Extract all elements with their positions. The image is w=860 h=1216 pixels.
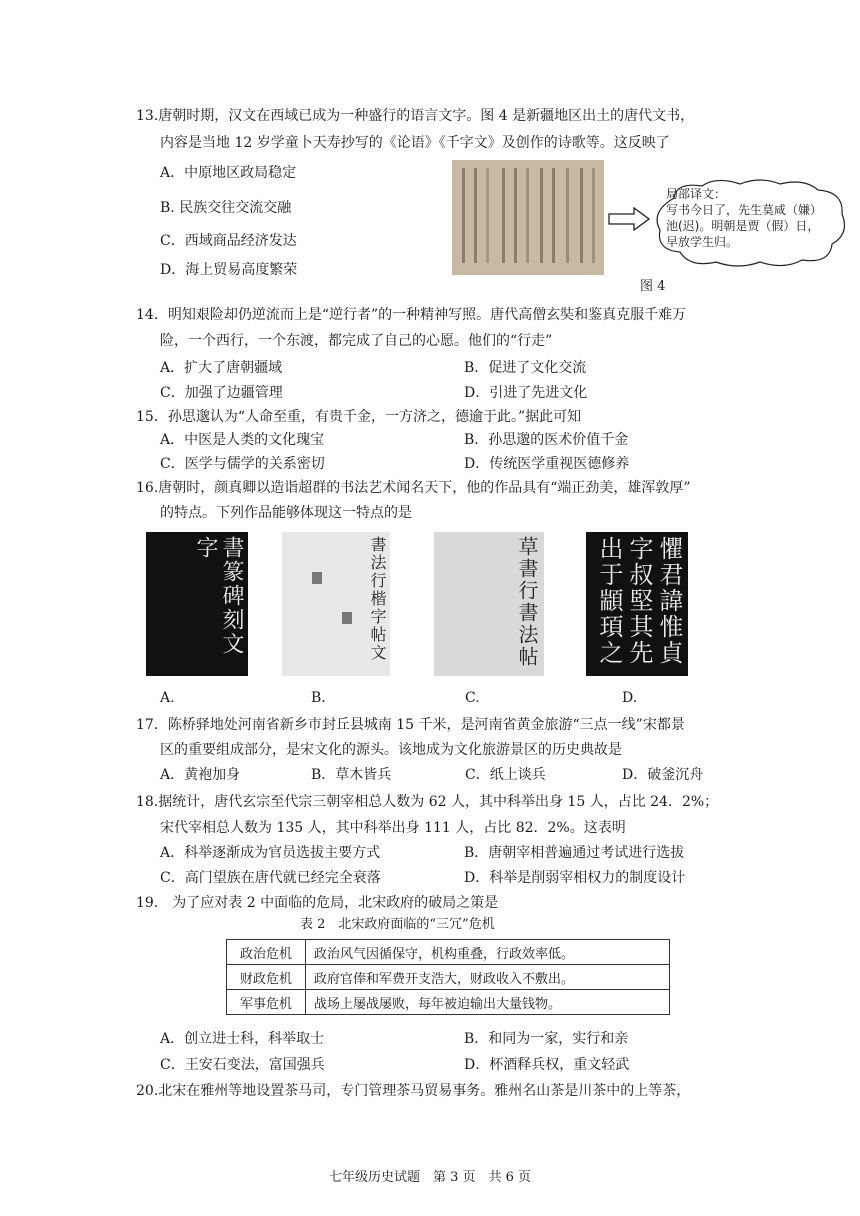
table-row (227, 990, 670, 1015)
calligraphy-image-a: 書篆碑刻文字 (146, 532, 248, 676)
q13-option-b: B. 民族交往交流交融 (160, 200, 292, 216)
table-row (227, 965, 670, 990)
q13-option-d: D．海上贸易高度繁荣 (160, 262, 298, 278)
table-row-body: 战场上屡战屡败，每年被迫输出大量钱物。 (306, 990, 670, 1015)
q16-stem-line2: 的特点。下列作品能够体现这一特点的是 (160, 505, 412, 521)
q15-option-b: B．孙思邈的医术价值千金 (464, 432, 629, 448)
q15-option-d: D．传统医学重视医德修养 (464, 456, 630, 472)
calligraphy-image-d: 懼君諱惟貞字叔堅其先出于顓頊之 (586, 532, 688, 676)
q13-stem-line1: 13.唐朝时期，汉文在西域已成为一种盛行的语言文字。图 4 是新疆地区出土的唐代文书， (136, 108, 695, 124)
q18-stem-line2: 宋代宰相总人数为 135 人，其中科举出身 111 人，占比 82．2%。这表明 (160, 820, 626, 836)
table-row (227, 940, 670, 965)
q17-stem-line2: 区的重要组成部分，是宋文化的源头。该地成为文化旅游景区的历史典故是 (160, 742, 622, 758)
page-footer: 七年级历史试题 第 3 页 共 6 页 (328, 1170, 532, 1185)
q19-option-d: D．杯酒释兵权，重文轻武 (464, 1057, 630, 1073)
q17-option-b: B．草木皆兵 (311, 767, 392, 783)
q16-option-c: C. (465, 690, 480, 706)
q16-option-b: B. (311, 690, 326, 706)
q18-option-b: B．唐朝宰相普遍通过考试进行选拔 (464, 845, 685, 861)
calligraphy-image-b: 書法行楷字帖文 (282, 532, 390, 676)
q13-option-c: C．西域商品经济发达 (160, 233, 297, 249)
q19-option-c: C．王安石变法，富国强兵 (160, 1057, 325, 1073)
table-row-head: 政治危机 (227, 940, 306, 965)
q20-stem: 20.北宋在雅州等地设置茶马司，专门管理茶马贸易事务。雅州名山茶是川茶中的上等茶， (136, 1083, 691, 1099)
q14-option-d: D．引进了先进文化 (464, 385, 588, 401)
q15-stem: 15．孙思邈认为“人命至重，有贵千金，一方济之，德逾于此。”据此可知 (136, 409, 582, 425)
q14-option-c: C．加强了边疆管理 (160, 385, 283, 401)
table-row-head: 军事危机 (227, 990, 306, 1015)
q14-stem-line1: 14．明知艰险却仍逆流而上是“逆行者”的一种精神写照。唐代高僧玄奘和鉴真克服千难万 (136, 307, 687, 323)
q14-stem-line2: 险，一个西行，一个东渡，都完成了自己的心愿。他们的“行走” (160, 333, 553, 349)
tang-manuscript-image (452, 160, 604, 275)
q19-option-b: B．和同为一家，实行和亲 (464, 1031, 629, 1047)
crisis-table (226, 939, 670, 1015)
q18-stem-line1: 18.据统计，唐代玄宗至代宗三朝宰相总人数为 62 人，其中科举出身 15 人，占比 24．2%； (136, 794, 719, 810)
q19-option-a: A．创立进士科，科举取士 (160, 1031, 325, 1047)
calligraphy-image-c: 草書行書法帖 (434, 532, 544, 676)
q17-option-a: A．黄袍加身 (160, 767, 241, 783)
q15-option-a: A．中医是人类的文化瑰宝 (160, 432, 325, 448)
q14-option-a: A．扩大了唐朝疆域 (160, 360, 283, 376)
q17-option-d: D．破釜沉舟 (622, 767, 704, 783)
q16-option-d: D. (622, 690, 638, 706)
q13-option-a: A．中原地区政局稳定 (160, 165, 297, 181)
table-row-body: 政府官俸和军费开支浩大，财政收入不敷出。 (306, 965, 670, 990)
q18-option-c: C．高门望族在唐代就已经完全衰落 (160, 870, 381, 886)
table-row-head: 财政危机 (227, 965, 306, 990)
q16-option-a: A. (160, 690, 175, 706)
table-row-body: 政治风气因循保守，机构重叠，行政效率低。 (306, 940, 670, 965)
q14-option-b: B．促进了文化交流 (464, 360, 587, 376)
arrow-right-icon (608, 207, 650, 231)
q16-stem-line1: 16.唐朝时，颜真卿以造诣超群的书法艺术闻名天下，他的作品具有“端正劲美，雄浑敦厚” (136, 480, 691, 496)
q13-stem-line2: 内容是当地 12 岁学童卜天寿抄写的《论语》《千字文》及创作的诗歌等。这反映了 (160, 135, 670, 151)
q19-stem: 19． 为了应对表 2 中面临的危局，北宋政府的破局之策是 (136, 895, 499, 911)
q17-stem-line1: 17．陈桥驿地处河南省新乡市封丘县城南 15 千米，是河南省黄金旅游“三点一线”宋都景 (136, 717, 685, 733)
translation-text: 局部译文： 写书今日了，先生莫咸（嫌） 池(迟)。明朝是贾（假）日， 早放学生归。 (666, 187, 823, 249)
q18-option-a: A．科举逐渐成为官员选拔主要方式 (160, 845, 381, 861)
q15-option-c: C．医学与儒学的关系密切 (160, 456, 325, 472)
figure-4-label: 图 4 (640, 279, 666, 294)
table-2-title: 表 2 北宋政府面临的“三冗”危机 (300, 917, 495, 932)
q18-option-d: D．科举是削弱宰相权力的制度设计 (464, 870, 686, 886)
q17-option-c: C．纸上谈兵 (465, 767, 546, 783)
